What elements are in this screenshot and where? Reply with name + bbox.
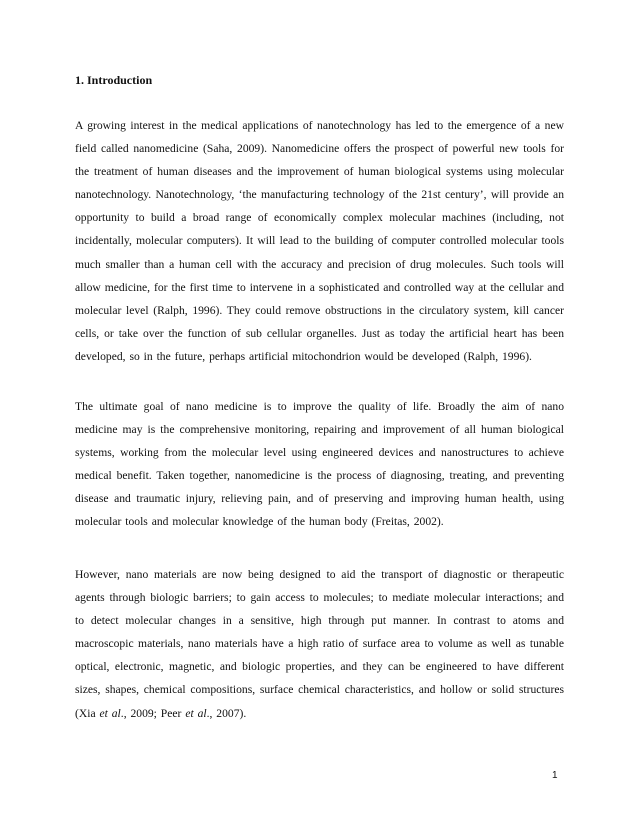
page-number: 1 xyxy=(552,770,558,781)
section-heading: 1. Introduction xyxy=(75,73,153,87)
text-segment: ., 2009; Peer xyxy=(120,706,186,720)
paragraph-goal xyxy=(75,395,564,534)
paragraph-intro xyxy=(75,114,564,368)
text-segment: A growing interest in the medical applications of nanotechnology has led to the emergence of a new field called nanomedicine (Saha, 2009). Nanomedicine offers the prospect of powerful new tools for the treatment of human diseases and the improvement of human biological systems using molecular nanotechnology. Nanotechnology, ‘the manufacturing technology of the 21st century’, will provide an opportunity to build a broad range of economically complex molecular machines (including, not incidentally, molecular computers). It will lead to the building of computer controlled molecular tools much smaller than a human cell with the accuracy and precision of drug molecules. Such tools will allow medicine, for the first time to intervene in a sophisticated and controlled way at the cellular and molecular level (Ralph, 1996). They could remove obstructions in the circulatory system, kill cancer cells, or take over the function of sub cellular organelles. Just as today the artificial heart has been developed, so in the future, perhaps artificial mitochondrion would be developed (Ralph, 1996). xyxy=(75,119,564,363)
text-segment: However, nano materials are now being designed to aid the transport of diagnostic or therapeutic agents through biologic barriers; to gain access to molecules; to mediate molecular interactions; and to detect molecular changes in a sensitive, high through put manner. In contrast to atoms and macroscopic materials, nano materials have a high ratio of surface area to volume as well as tunable optical, electronic, magnetic, and biologic properties, and they can be engineered to have different sizes, shapes, chemical compositions, surface chemical characteristics, and hollow or solid structures (Xia xyxy=(75,568,564,720)
italic-text-segment: et al xyxy=(185,706,207,720)
italic-text-segment: et al xyxy=(99,706,121,720)
text-segment: ., 2007). xyxy=(206,706,247,720)
paragraph-nanomaterials xyxy=(75,563,564,725)
text-segment: The ultimate goal of nano medicine is to improve the quality of life. Broadly the aim of nano medicine may is the comprehensive monitoring, repairing and improvement of all human biological systems, working from the molecular level using engineered devices and nanostructures to achieve medical benefit. Taken together, nanomedicine is the process of diagnosing, treating, and preventing disease and traumatic injury, relieving pain, and of preserving and improving human health, using molecular tools and molecular knowledge of the human body (Freitas, 2002). xyxy=(75,400,564,529)
